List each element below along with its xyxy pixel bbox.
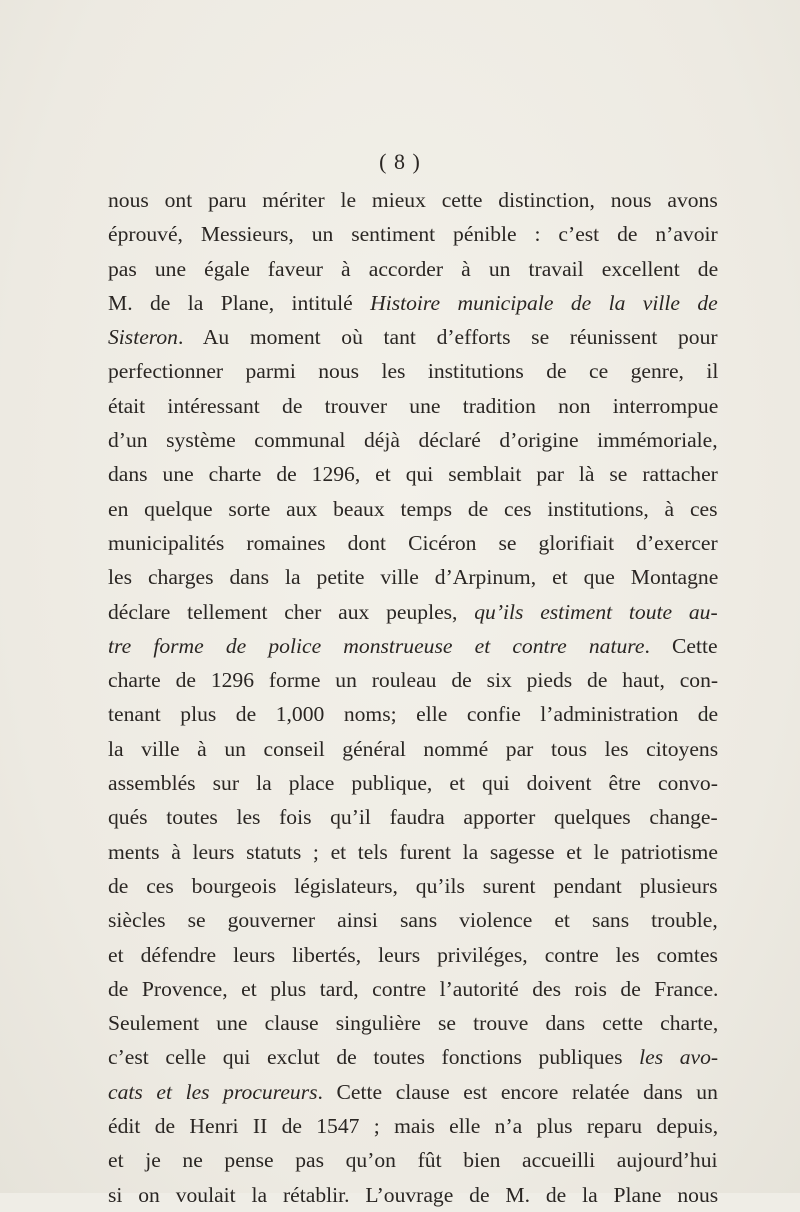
text-segment: charte de 1296 forme un rouleau de six pieds de haut, con- [108, 668, 719, 693]
text-segment: d’un système communal déjà déclaré d’origine immémoriale, [108, 428, 718, 453]
text-segment: était intéressant de trouver une tradition non interrompue [108, 393, 719, 418]
text-line [108, 903, 718, 937]
text-line [108, 800, 718, 834]
italic-segment: tre forme de police monstrueuse et contre nature [108, 633, 645, 658]
text-line [108, 663, 718, 697]
text-line [108, 286, 718, 320]
italic-segment: cats et les procureurs [108, 1079, 318, 1104]
text-line [108, 389, 718, 423]
text-segment: déclare tellement cher aux peuples, [108, 599, 475, 624]
text-line [108, 492, 718, 526]
text-line [108, 252, 718, 286]
text-segment: et défendre leurs libertés, leurs priviléges, contre les comtes [108, 942, 718, 967]
text-segment: dans une charte de 1296, et qui semblait par là se rattacher [108, 462, 718, 487]
italic-segment: qu’ils estiment toute au- [474, 599, 718, 624]
text-line [108, 1109, 718, 1143]
text-segment: édit de Henri II de 1547 ; mais elle n’a plus reparu depuis, [108, 1114, 719, 1139]
text-segment: de Provence, et plus tard, contre l’autorité des rois de France. [108, 976, 719, 1001]
text-segment: éprouvé, Messieurs, un sentiment pénible : c’est de n’avoir [108, 222, 718, 247]
text-segment: siècles se gouverner ainsi sans violence et sans trouble, [108, 908, 718, 933]
text-line [108, 697, 718, 731]
text-line [108, 183, 718, 217]
text-line [108, 766, 718, 800]
text-segment: c’est celle qui exclut de toutes fonctions publiques [108, 1045, 640, 1070]
text-segment: nous ont paru mériter le mieux cette distinction, nous avons [108, 188, 718, 212]
text-segment: . Cette clause est encore relatée dans un [317, 1079, 718, 1104]
text-line [108, 320, 718, 354]
text-segment: assemblés sur la place publique, et qui doivent être convo- [108, 771, 718, 796]
text-line [108, 629, 718, 663]
text-segment: pas une égale faveur à accorder à un travail excellent de [108, 256, 719, 281]
page-number: ( 8 ) [379, 149, 421, 174]
italic-segment: les avo- [639, 1045, 719, 1070]
text-line [108, 1075, 718, 1109]
text-line [108, 560, 718, 594]
text-line [108, 938, 718, 972]
text-segment: Seulement une clause singulière se trouve dans cette charte, [108, 1011, 719, 1036]
text-line [108, 423, 718, 457]
text-line [108, 1178, 718, 1212]
text-line [108, 526, 718, 560]
text-line [108, 869, 718, 903]
italic-segment: Histoire municipale de la ville de [370, 290, 718, 315]
text-segment: en quelque sorte aux beaux temps de ces institutions, à ces [108, 496, 718, 521]
text-line [108, 1006, 718, 1040]
text-segment: perfectionner parmi nous les institutions de ce genre, il [108, 359, 719, 384]
text-segment: qués toutes les fois qu’il faudra apporter quelques change- [108, 805, 718, 830]
text-line [108, 217, 718, 251]
text-segment: municipalités romaines dont Cicéron se glorifiait d’exercer [108, 530, 718, 555]
text-segment: ments à leurs statuts ; et tels furent la sagesse et le patriotisme [108, 839, 718, 864]
text-segment: et je ne pense pas qu’on fût bien accueilli aujourd’hui [108, 1148, 718, 1173]
text-segment: les charges dans la petite ville d’Arpinum, et que Montagne [108, 565, 719, 590]
text-segment: de ces bourgeois législateurs, qu’ils surent pendant plusieurs [108, 873, 718, 898]
text-segment: . Cette [644, 633, 718, 658]
body-text [108, 183, 718, 1212]
text-line [108, 595, 718, 629]
text-line [108, 457, 718, 491]
text-line [108, 835, 718, 869]
text-line [108, 732, 718, 766]
text-line [108, 1040, 718, 1074]
text-line [108, 1143, 718, 1177]
text-segment: si on voulait la rétablir. L’ouvrage de M. de la Plane nous [108, 1182, 719, 1207]
text-segment: . Au moment où tant d’efforts se réunissent pour [177, 325, 718, 350]
text-segment: la ville à un conseil général nommé par tous les citoyens [108, 736, 719, 761]
italic-segment: Sisteron [108, 325, 178, 350]
text-line [108, 972, 718, 1006]
text-segment: M. de la Plane, intitulé [108, 290, 371, 315]
text-segment: tenant plus de 1,000 noms; elle confie l’administration de [108, 702, 719, 727]
text-line [108, 354, 718, 388]
